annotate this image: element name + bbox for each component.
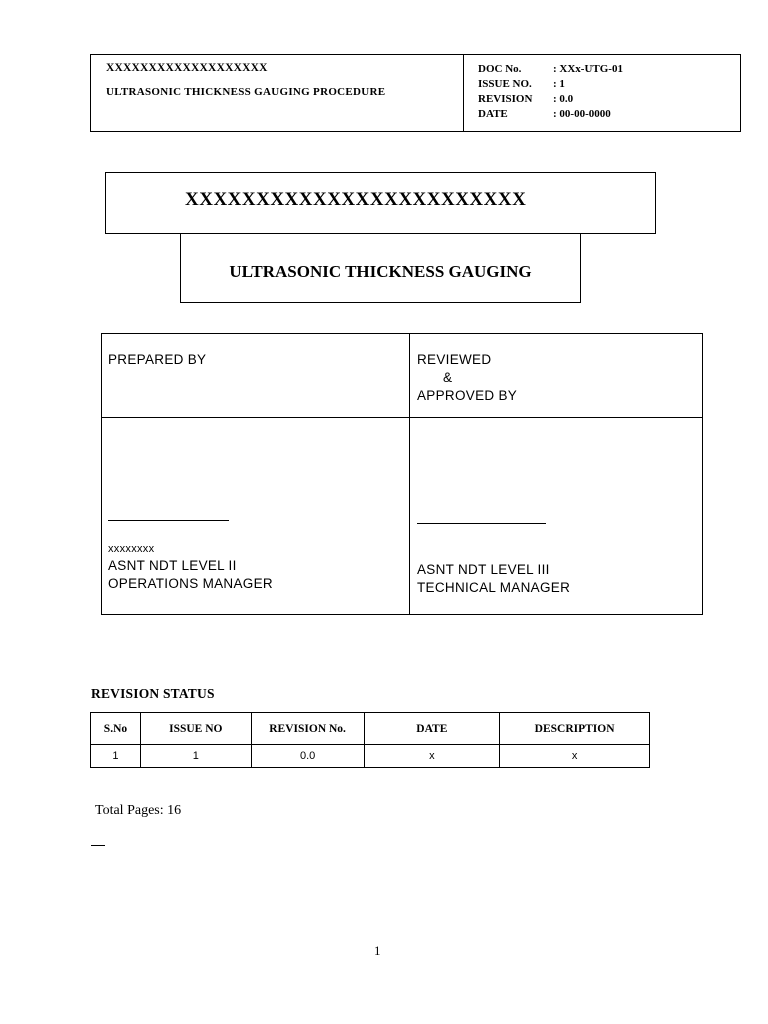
page-number: 1 bbox=[374, 943, 381, 958]
issue-no-value: : 1 bbox=[553, 78, 565, 90]
revision-status-heading: REVISION STATUS bbox=[91, 686, 215, 701]
revision-value: : 0.0 bbox=[553, 93, 574, 105]
cell-revision-no: 0.0 bbox=[251, 745, 364, 768]
doc-no-value: : XXx-UTG-01 bbox=[553, 63, 623, 75]
column-header-sno: S.No bbox=[91, 713, 141, 745]
cell-issue-no: 1 bbox=[140, 745, 251, 768]
document-subtitle: ULTRASONIC THICKNESS GAUGING bbox=[229, 262, 532, 281]
cell-description: x bbox=[500, 745, 650, 768]
revision-status-table bbox=[90, 712, 650, 768]
preparer-signature-line bbox=[108, 520, 229, 521]
preparer-name: xxxxxxxx bbox=[108, 543, 155, 555]
column-header-description: DESCRIPTION bbox=[500, 713, 650, 745]
title-company-code: XXXXXXXXXXXXXXXXXXXXXXXX bbox=[185, 189, 527, 210]
prepared-by-label: PREPARED BY bbox=[108, 352, 207, 367]
date-value: : 00-00-0000 bbox=[553, 108, 611, 120]
column-header-revision-no: REVISION No. bbox=[251, 713, 364, 745]
approved-by-label: APPROVED BY bbox=[417, 388, 518, 403]
approver-signature-line bbox=[417, 523, 546, 524]
header-divider bbox=[463, 54, 464, 132]
column-header-date: DATE bbox=[364, 713, 500, 745]
date-label: DATE bbox=[478, 108, 508, 120]
total-pages: Total Pages: 16 bbox=[95, 803, 182, 818]
approver-role: TECHNICAL MANAGER bbox=[417, 580, 571, 595]
revision-label: REVISION bbox=[478, 93, 533, 105]
approval-table-vdivider bbox=[409, 333, 410, 615]
issue-no-label: ISSUE NO. bbox=[478, 78, 532, 90]
preparer-role: OPERATIONS MANAGER bbox=[108, 576, 273, 591]
footer-dash bbox=[91, 845, 105, 846]
column-header-issue-no: ISSUE NO bbox=[140, 713, 251, 745]
doc-no-label: DOC No. bbox=[478, 63, 522, 75]
preparer-level: ASNT NDT LEVEL II bbox=[108, 558, 237, 573]
table-row bbox=[91, 745, 650, 768]
reviewed-label: REVIEWED bbox=[417, 352, 492, 367]
table-header-row bbox=[91, 713, 650, 745]
header-company-code: XXXXXXXXXXXXXXXXXXX bbox=[106, 62, 268, 74]
approval-table-hdivider bbox=[101, 417, 703, 418]
cell-sno: 1 bbox=[91, 745, 141, 768]
ampersand: & bbox=[443, 370, 453, 385]
approver-level: ASNT NDT LEVEL III bbox=[417, 562, 550, 577]
header-procedure-title: ULTRASONIC THICKNESS GAUGING PROCEDURE bbox=[106, 86, 386, 98]
cell-date: x bbox=[364, 745, 500, 768]
